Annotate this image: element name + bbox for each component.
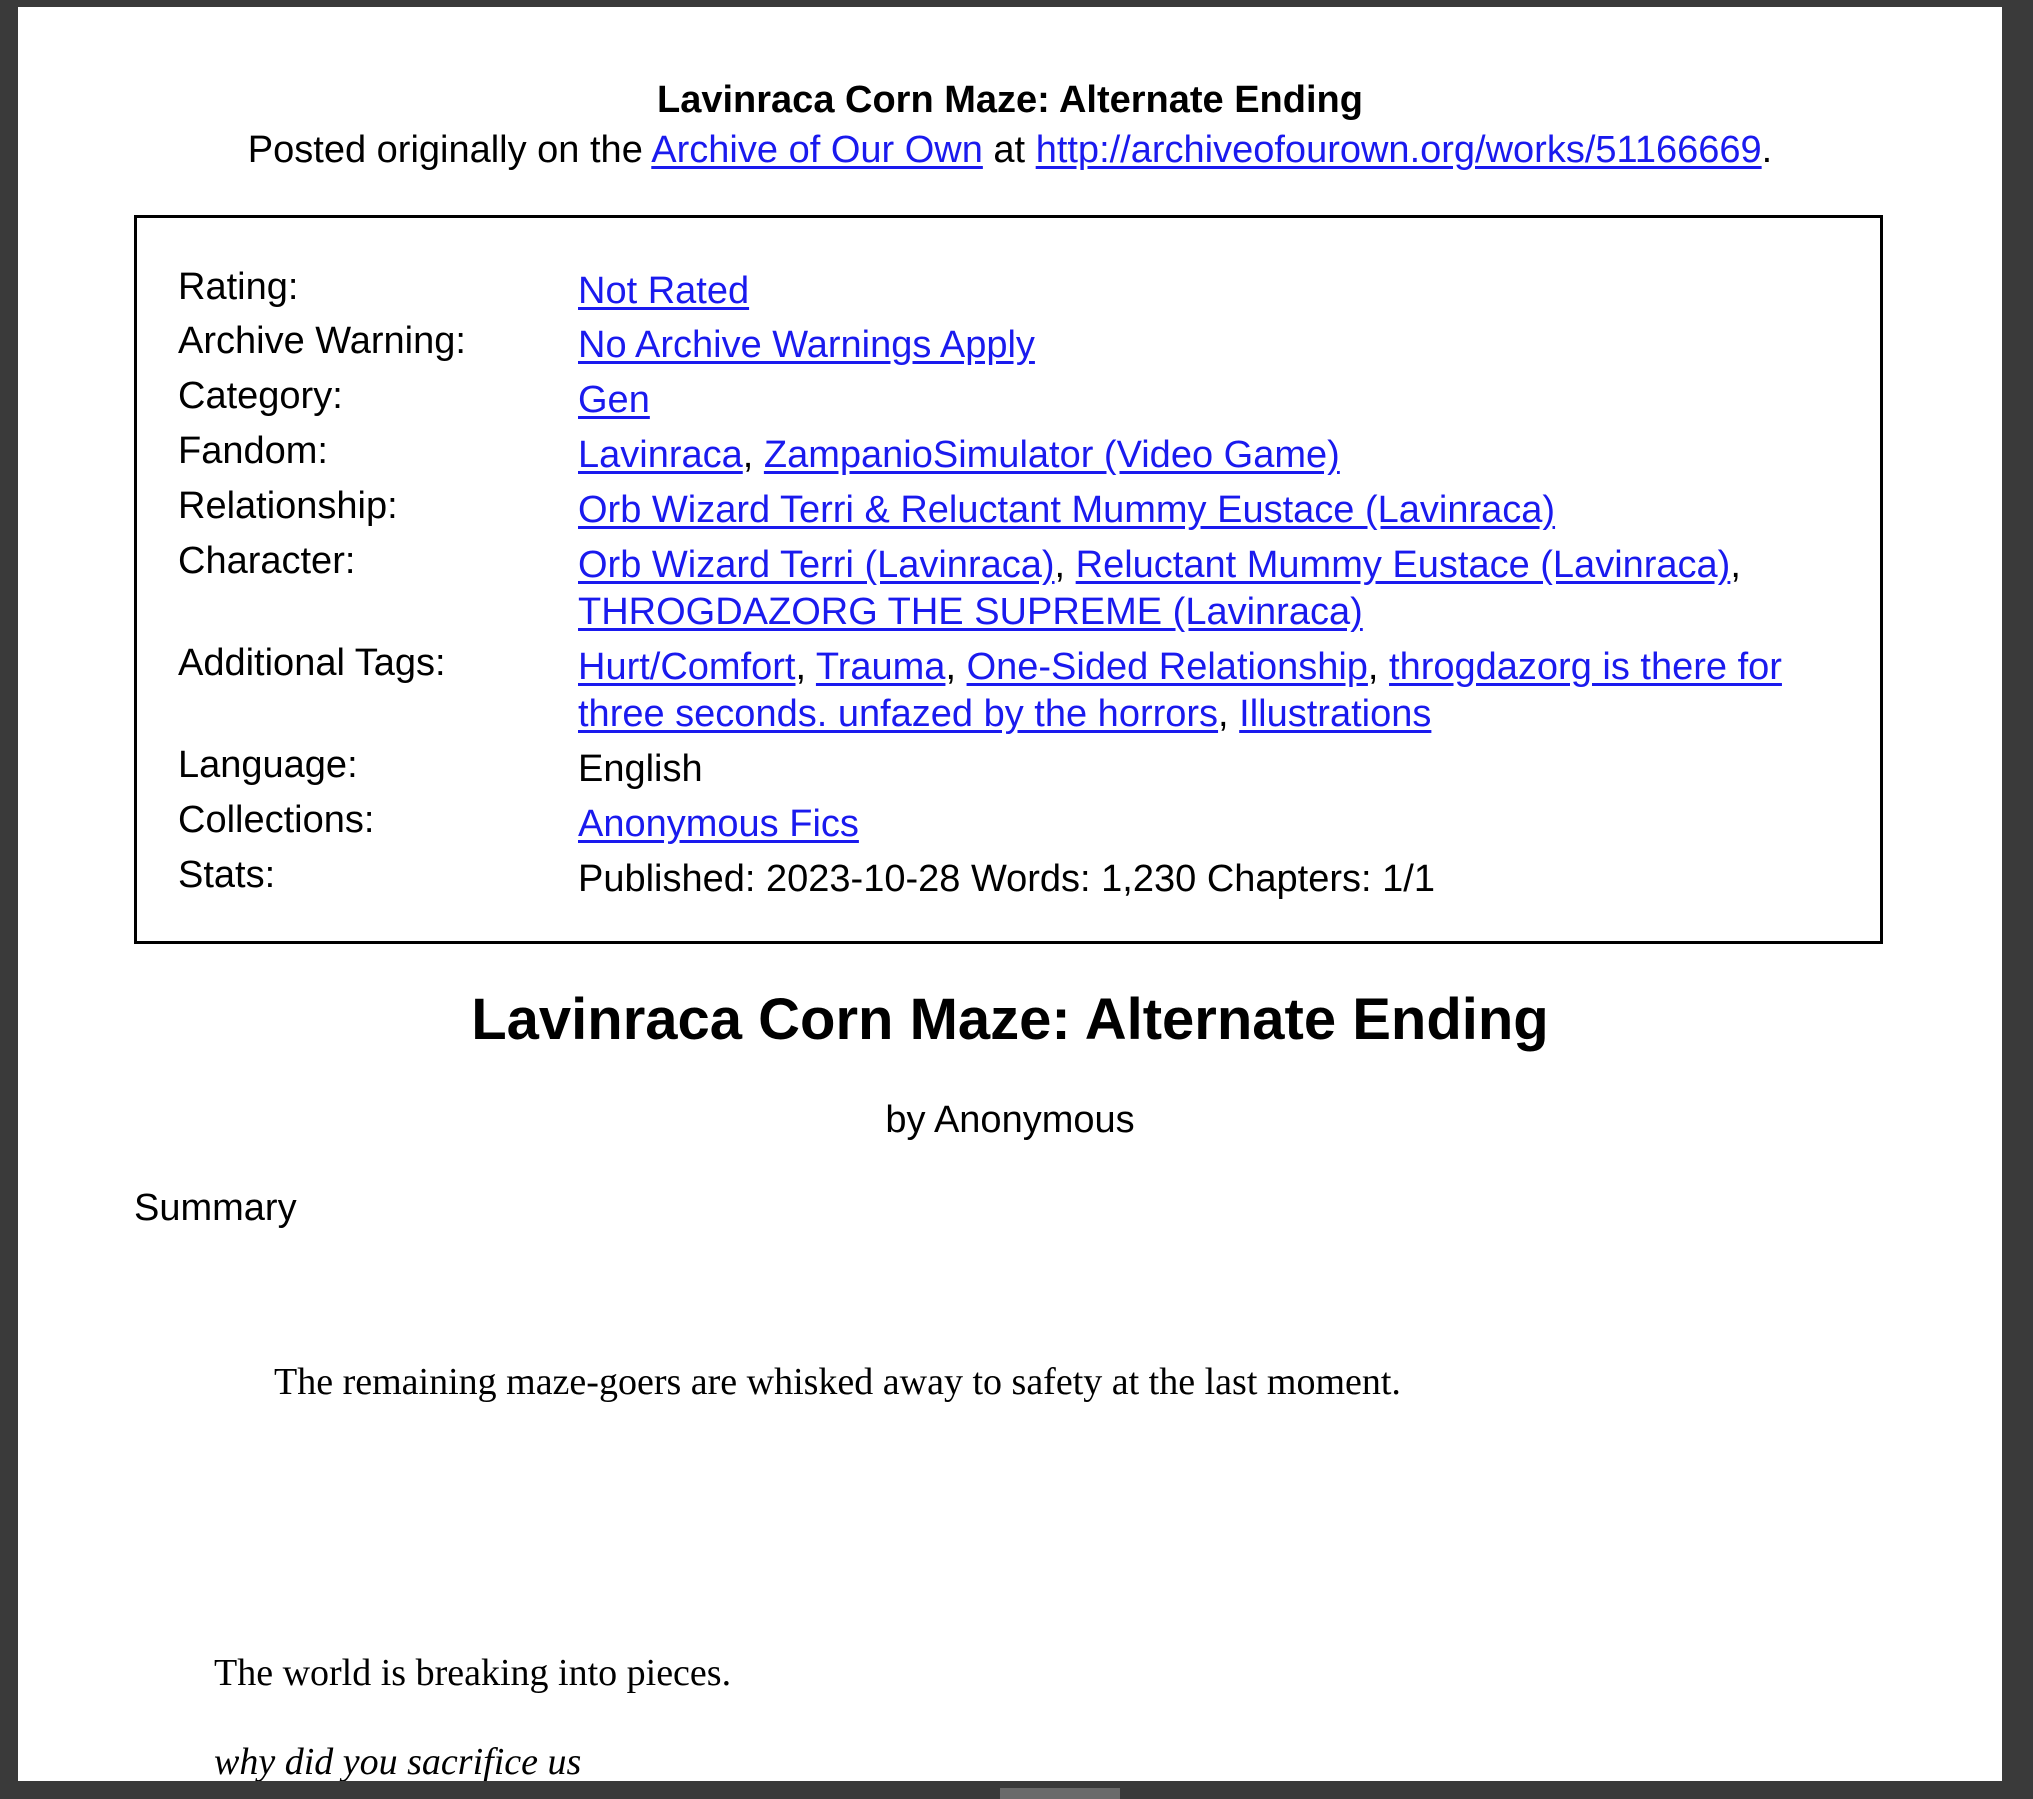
posted-line — [18, 127, 2002, 173]
archive-link[interactable]: Archive of Our Own — [651, 129, 983, 171]
work-url-link[interactable]: http://archiveofourown.org/works/51166669 — [1035, 129, 1762, 171]
language-value: English — [578, 748, 703, 790]
separator: , — [945, 646, 956, 688]
separator: , — [1218, 693, 1229, 735]
relationship-link[interactable]: Orb Wizard Terri & Reluctant Mummy Eustace (Lavinraca) — [578, 489, 1556, 531]
fandom-link[interactable]: Lavinraca — [578, 434, 743, 476]
character-link[interactable]: Orb Wizard Terri (Lavinraca) — [578, 544, 1055, 586]
posted-prefix: Posted originally on the — [247, 129, 643, 171]
tag-link[interactable]: Hurt/Comfort — [578, 646, 796, 688]
warning-link[interactable]: No Archive Warnings Apply — [578, 324, 1035, 366]
fandom-label: Fandom: — [178, 430, 328, 472]
category-label: Category: — [178, 375, 343, 417]
tags-label: Additional Tags: — [178, 642, 446, 684]
tag-link[interactable]: One-Sided Relationship — [966, 646, 1368, 688]
character-link[interactable]: THROGDAZORG THE SUPREME (Lavinraca) — [578, 591, 1363, 633]
relationship-label: Relationship: — [178, 485, 398, 527]
summary-text: The remaining maze-goers are whisked away to safety at the last moment. — [274, 1361, 1401, 1403]
rating-label: Rating: — [178, 266, 299, 308]
character-label: Character: — [178, 540, 356, 582]
stats-label: Stats: — [178, 854, 276, 896]
character-link[interactable]: Reluctant Mummy Eustace (Lavinraca) — [1075, 544, 1731, 586]
tag-link[interactable]: Trauma — [815, 646, 946, 688]
metadata-box — [134, 215, 1883, 944]
stats-value: Published: 2023-10-28 Words: 1,230 Chapters: 1/1 — [578, 858, 1435, 900]
posted-suffix: . — [1761, 129, 1773, 171]
tag-link[interactable]: Illustrations — [1239, 693, 1432, 735]
body-paragraph-italic: why did you sacrifice us — [214, 1741, 582, 1781]
summary-heading: Summary — [134, 1187, 297, 1229]
tag-link[interactable]: throgdazorg is there for three seconds. unfazed by the horrors — [578, 646, 1782, 735]
work-title: Lavinraca Corn Maze: Alternate Ending — [471, 987, 1549, 1052]
collections-label: Collections: — [178, 799, 375, 841]
separator: , — [795, 646, 807, 688]
document-page — [18, 7, 2002, 1781]
separator: , — [742, 434, 754, 476]
rating-link[interactable]: Not Rated — [578, 270, 750, 312]
body-paragraph: The world is breaking into pieces. — [214, 1652, 732, 1694]
fandom-link[interactable]: ZampanioSimulator (Video Game) — [763, 434, 1340, 476]
header-title: Lavinraca Corn Maze: Alternate Ending — [657, 79, 1363, 121]
byline: by Anonymous — [885, 1099, 1135, 1141]
collection-link[interactable]: Anonymous Fics — [578, 803, 859, 845]
language-label: Language: — [178, 744, 358, 786]
separator: , — [1730, 544, 1741, 586]
posted-middle: at — [993, 129, 1026, 171]
separator: , — [1054, 544, 1066, 586]
category-link[interactable]: Gen — [578, 379, 650, 421]
horizontal-scrollbar-thumb[interactable] — [1000, 1788, 1120, 1799]
separator: , — [1367, 646, 1379, 688]
warning-label: Archive Warning: — [178, 320, 466, 362]
